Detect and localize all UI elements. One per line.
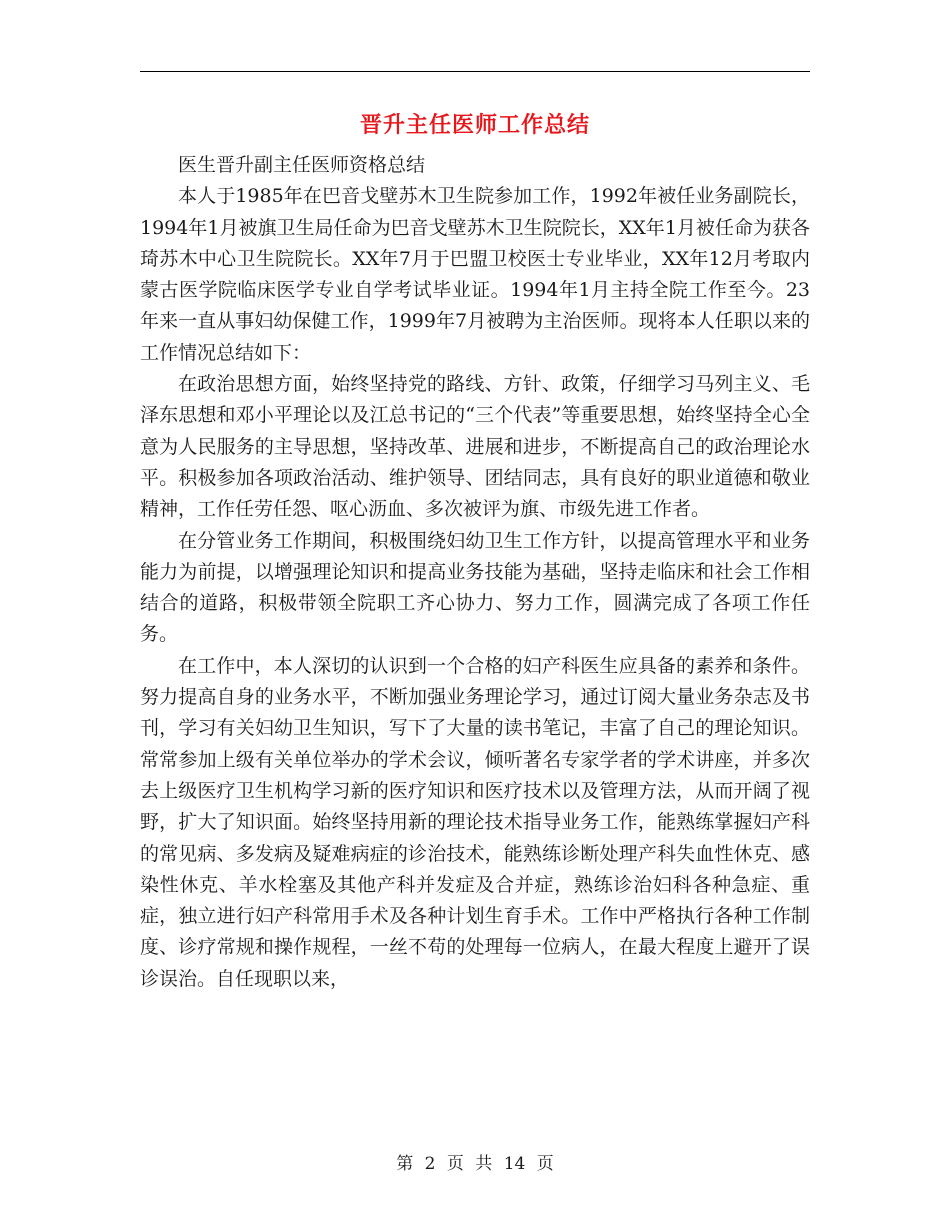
paragraph-intro: 本人于1985年在巴音戈壁苏木卫生院参加工作，1992年被任业务副院长，1994年1月被旗卫生局任命为巴音戈壁苏木卫生院院长，XX年1月被任命为获各琦苏木中心卫生院院长。XX年7月于巴盟卫校医士专业毕业，XX年12月考取内蒙古医学院临床医学专业自学考试毕业证。1994年1月主持全院工作至今。23年来一直从事妇幼保健工作，1999年7月被聘为主治医师。现将本人任职以来的工作情况总结如下： — [140, 185, 810, 364]
paragraph-political: 在政治思想方面，始终坚持党的路线、方针、政策，仔细学习马列主义、毛泽东思想和邓小平理论以及江总书记的“三个代表”等重要思想，始终坚持全心全意为人民服务的主导思想，坚持改革、进展和进步，不断提高自己的政治理论水平。积极参加各项政治活动、维护领导、团结同志，具有良好的职业道德和敬业精神，工作任劳任怨、呕心沥血、多次被评为旗、市级先进工作者。 — [140, 373, 810, 521]
document-body — [140, 150, 810, 1100]
paragraph-management: 在分管业务工作期间，积极围绕妇幼卫生工作方针，以提高管理水平和业务能力为前提，以增强理论知识和提高业务技能为基础，坚持走临床和社会工作相结合的道路，积极带领全院职工齐心协力、努力工作，圆满完成了各项工作任务。 — [140, 529, 810, 646]
document-subtitle: 医生晋升副主任医师资格总结 — [178, 154, 426, 176]
document-title: 晋升主任医师工作总结 — [359, 112, 590, 138]
paragraph-professional: 在工作中，本人深切的认识到一个合格的妇产科医生应具备的素养和条件。努力提高自身的业务水平，不断加强业务理论学习，通过订阅大量业务杂志及书刊，学习有关妇幼卫生知识，写下了大量的读书笔记，丰富了自己的理论知识。常常参加上级有关单位举办的学术会议，倾听著名专家学者的学术讲座，并多次去上级医疗卫生机构学习新的医疗知识和医疗技术以及管理方法，从而开阔了视野，扩大了知识面。始终坚持用新的理论技术指导业务工作，能熟练掌握妇产科的常见病、多发病及疑难病症的诊治技术，能熟练诊断处理产科失血性休克、感染性休克、羊水栓塞及其他产科并发症及合并症，熟练诊治妇科各种急症、重症，独立进行妇产科常用手术及各种计划生育手术。工作中严格执行各种工作制度、诊疗常规和操作规程，一丝不苟的处理每一位病人，在最大程度上避开了误诊误治。自任现职以来， — [140, 654, 810, 990]
header-rule — [140, 71, 810, 72]
page-number: 第 2 页 共 14 页 — [396, 1154, 554, 1174]
